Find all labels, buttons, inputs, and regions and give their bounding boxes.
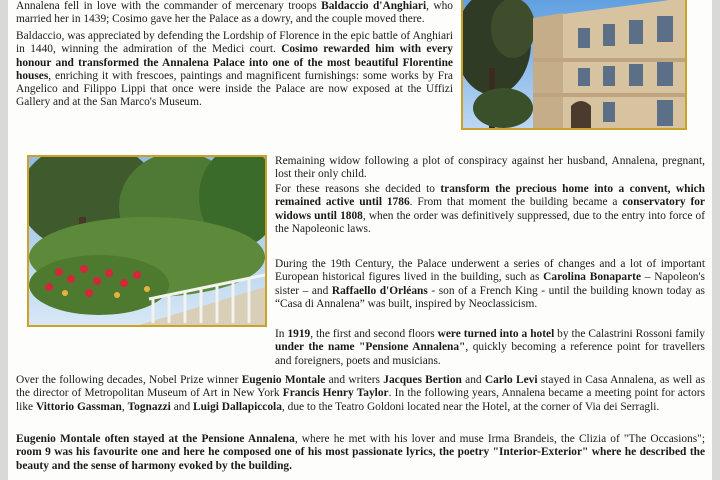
bold-run: transform the precious home into a convent, which remained active until 1786 [275, 183, 705, 209]
palace-facade-photo [461, 0, 687, 130]
text-run: , enriching it with frescoes, paintings and magnificent furnishings: some works by Fra Angelico and Filippo Lippi that once were inside the Palace are now exposed at the Uffizi Gallery and at the San Marco's Museum. [16, 69, 453, 109]
text-run: - son of a French King - until the building known today as “Casa di Annalena” was built, inspired by Neoclassicism. [275, 284, 705, 310]
text-run: , quickly becoming a reference point for travellers and foreigners, poets and musicians. [275, 341, 705, 367]
bold-run: Luigi Dallapiccola [193, 400, 282, 413]
text-run: Annalena fell in love with the commander of mercenary troops [16, 0, 322, 12]
bold-run: Raffaello d'Orléans [331, 284, 428, 297]
bold-run: Jacques Bertion [383, 374, 462, 386]
paragraph-6 [275, 328, 705, 368]
paragraph-7 [16, 374, 705, 414]
paragraph-1 [16, 0, 453, 27]
bold-run: conservatory for widows until 1808 [275, 196, 705, 222]
bold-run: Carlo Levi [484, 374, 538, 386]
bold-run: Eugenio Montale often stayed at the Pensione Annalena [16, 433, 295, 445]
bold-run: Cosimo rewarded him with every honour and transformed the Annalena Palace into one of the most beautiful Florentine houses [16, 43, 453, 82]
text-run: Remaining widow following a plot of conspiracy against her husband, Annalena, pregnant, lost their only child. [275, 155, 705, 181]
bold-run: Baldaccio d'Anghiari [321, 0, 427, 12]
text-run: , the first and second floors [310, 328, 438, 340]
palace-facade-image [463, 0, 685, 128]
bold-run: room 9 was his favourite one and here he composed one of his most passionate lyrics, the poetry "Interior-Exterior" where he described the beauty and the sense of harmony evoked by the building. [16, 446, 705, 472]
text-run: , when the order was definitively suppressed, due to the entry into force of the Napoleonic laws. [275, 209, 705, 235]
paragraph-3 [275, 155, 705, 182]
bold-run: Francis Henry Taylor [282, 387, 389, 400]
text-run: Baldaccio, was appreciated by defending the Lordship of Florence in the epic battle of Anghiari in 1440, winning the admiration of the Medici court. [16, 30, 453, 56]
document-page [8, 0, 712, 480]
text-run: Over the following decades, Nobel Prize winner [16, 374, 242, 386]
text-run: – Napoleon's sister – and [275, 271, 705, 297]
bold-run: Eugenio Montale [241, 374, 326, 386]
bold-run: under the name "Pensione Annalena" [275, 341, 466, 354]
text-run: stayed in Casa Annalena, as well as the director of Metropolitan Museum of Art in New York [16, 374, 706, 400]
paragraph-2 [16, 30, 453, 110]
text-run: For these reasons she decided to [275, 183, 441, 195]
text-run: , due to the Teatro Goldoni located near the Hotel, at the corner of Via dei Serragli. [281, 400, 660, 413]
text-run: . From that moment the building became a [409, 196, 623, 209]
text-run: by the Calastrini Rossoni family [554, 328, 705, 340]
text-run: . In the following years, Annalena became a meeting point for actors like [16, 387, 706, 413]
bold-run: 1919 [287, 328, 311, 340]
bold-run: Vittorio Gassman [35, 400, 122, 413]
bold-run: were turned into a hotel [437, 328, 555, 340]
paragraph-5 [275, 258, 705, 311]
text-run: , [121, 400, 128, 413]
text-run: and [170, 400, 193, 413]
text-run: In [275, 328, 288, 340]
paragraph-4 [275, 183, 705, 236]
garden-image [29, 157, 265, 325]
text-run: , where he met with his lover and muse Irma Brandeis, the Clizia of "The Occasions"; [294, 433, 705, 445]
text-run: During the 19th Century, the Palace underwent a series of changes and a lot of important European historical figures lived in the building, such as [275, 258, 705, 284]
text-run: and [461, 374, 485, 386]
text-run: , who married her in 1439; Cosimo gave her the Palace as a dowry, and the couple moved there. [16, 0, 454, 26]
paragraph-8 [16, 433, 705, 473]
bold-run: Tognazzi [127, 400, 171, 413]
bold-run: Carolina Bonaparte [543, 271, 642, 284]
garden-photo [27, 155, 267, 327]
text-run: and writers [325, 374, 384, 386]
